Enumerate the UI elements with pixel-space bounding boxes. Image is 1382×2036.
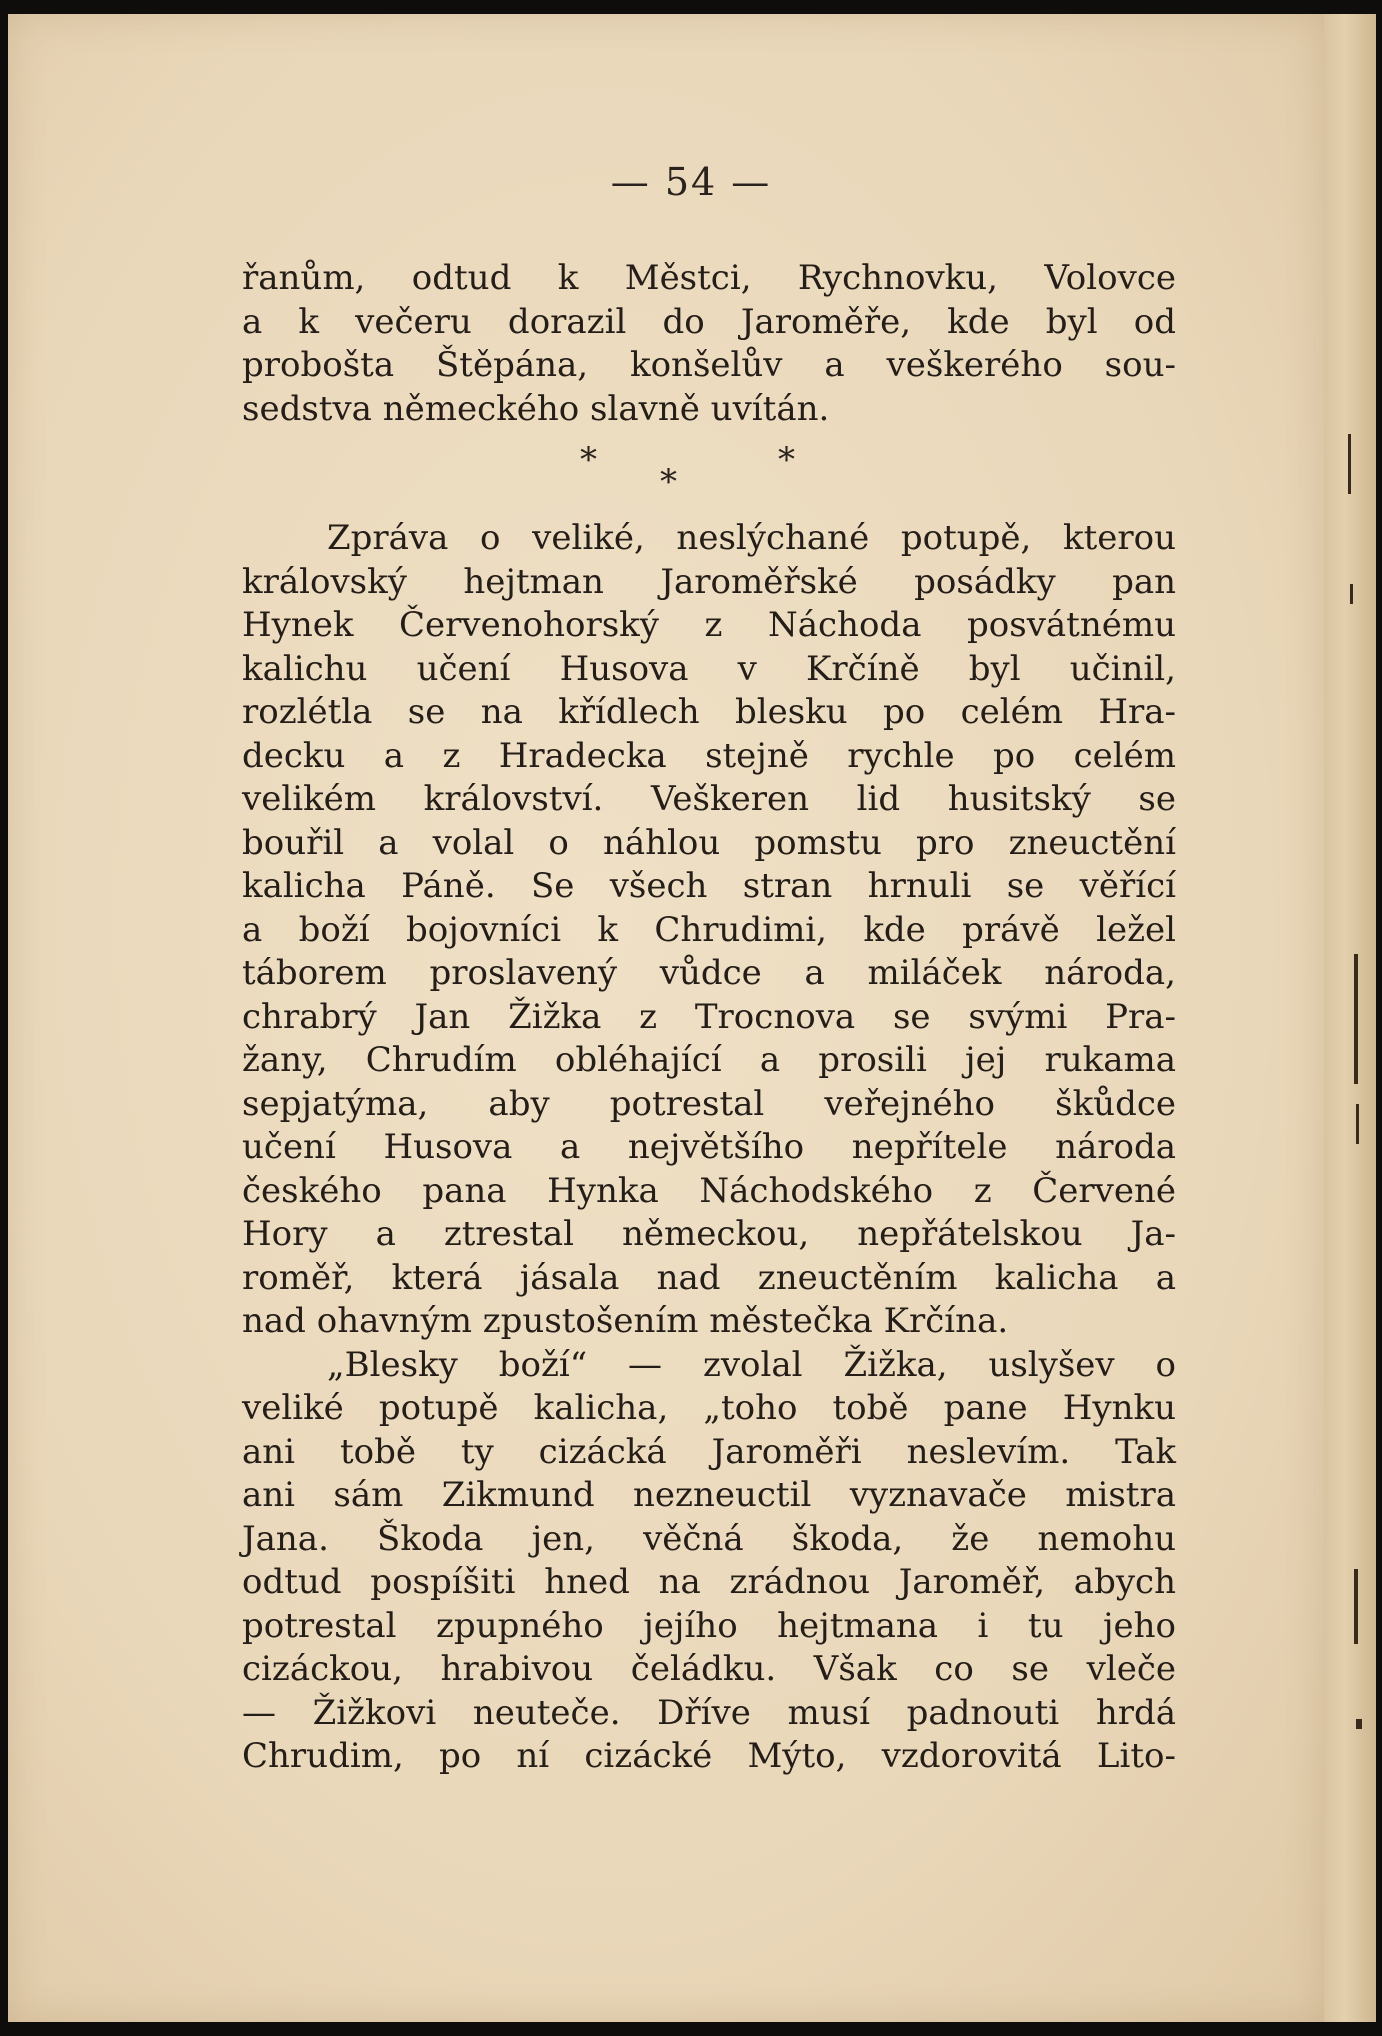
page-number: — 54 — <box>610 160 772 204</box>
text-line: žany, Chrudím obléhající a prosili jej rukama <box>242 1040 1176 1080</box>
text-line: řanům, odtud k Městci, Rychnovku, Volovce <box>242 258 1176 298</box>
edge-mark <box>1354 1569 1358 1644</box>
text-line: českého pana Hynka Náchodského z Červené <box>242 1170 1176 1211</box>
text-line: chrabrý Jan Žižka z Trocnova se svými Pra- <box>242 996 1176 1037</box>
text-line: sepjatýma, aby potrestal veřejného škůdce <box>242 1083 1176 1124</box>
text-line: bouřil a volal o náhlou pomstu pro zneuctění <box>242 822 1176 863</box>
text-line: ani tobě ty cizácká Jaroměři neslevím. Tak <box>242 1431 1176 1472</box>
text-line: Jana. Škoda jen, věčná škoda, že nemohu <box>242 1518 1176 1559</box>
text-line: „Blesky boží“ — zvolal Žižka, uslyšev o <box>327 1344 1176 1385</box>
text-line: potrestal zpupného jejího hejtmana i tu jeho <box>242 1605 1176 1646</box>
text-line: kalicha Páně. Se všech stran hrnuli se věřící <box>242 866 1176 906</box>
text-line: roměř, která jásala nad zneuctěním kalicha a <box>242 1257 1176 1298</box>
text-line: a boží bojovníci k Chrudimi, kde právě ležel <box>242 909 1176 950</box>
text-line: sedstva německého slavně uvítán. <box>242 388 830 429</box>
text-line: probošta Štěpána, konšelův a veškerého sou- <box>242 345 1176 385</box>
asterisk: * <box>778 440 795 480</box>
text-line: veliké potupě kalicha, „toho tobě pane Hynku <box>242 1388 1176 1428</box>
text-line: učení Husova a největšího nepřítele národa <box>242 1127 1176 1167</box>
text-line: ani sám Zikmund nezneuctil vyznavače mistra <box>242 1475 1176 1515</box>
text-line: nad ohavným zpustošením městečka Krčína. <box>242 1301 1009 1341</box>
text-line: Zpráva o veliké, neslýchané potupě, kterou <box>327 518 1176 558</box>
text-line: královský hejtman Jaroměřské posádky pan <box>242 561 1176 602</box>
asterisk: * <box>580 440 597 480</box>
text-line: decku a z Hradecka stejně rychle po celém <box>242 735 1176 776</box>
text-line: Hory a ztrestal německou, nepřátelskou Ja- <box>242 1214 1176 1254</box>
edge-mark <box>1356 1104 1359 1144</box>
text-line: a k večeru dorazil do Jaroměře, kde byl od <box>242 301 1176 342</box>
page-edge-strip <box>1324 14 1376 2022</box>
edge-mark <box>1356 1719 1362 1729</box>
text-line: — Žižkovi neuteče. Dříve musí padnouti hrdá <box>242 1692 1176 1733</box>
paragraph-continuation <box>242 257 1176 431</box>
edge-mark <box>1350 584 1353 604</box>
text-line: velikém království. Veškeren lid husitský se <box>242 779 1176 819</box>
text-line: odtud pospíšiti hned na zrádnou Jaroměř, abych <box>242 1562 1176 1602</box>
text-line: táborem proslavený vůdce a miláček národa, <box>242 953 1176 993</box>
edge-mark <box>1354 954 1358 1084</box>
text-line: rozlétla se na křídlech blesku po celém Hra- <box>242 692 1176 732</box>
text-line: Chrudim, po ní cizácké Mýto, vzdorovitá Lito- <box>242 1736 1176 1776</box>
asterisk: * <box>660 462 677 502</box>
text-line: cizáckou, hrabivou čeládku. Však co se vleče <box>242 1649 1176 1689</box>
section-separator <box>560 440 820 500</box>
main-text <box>242 517 1176 1779</box>
text-line: Hynek Červenohorský z Náchoda posvátnému <box>242 605 1176 645</box>
edge-mark <box>1348 434 1351 494</box>
text-line: kalichu učení Husova v Krčíně byl učinil, <box>242 648 1176 689</box>
